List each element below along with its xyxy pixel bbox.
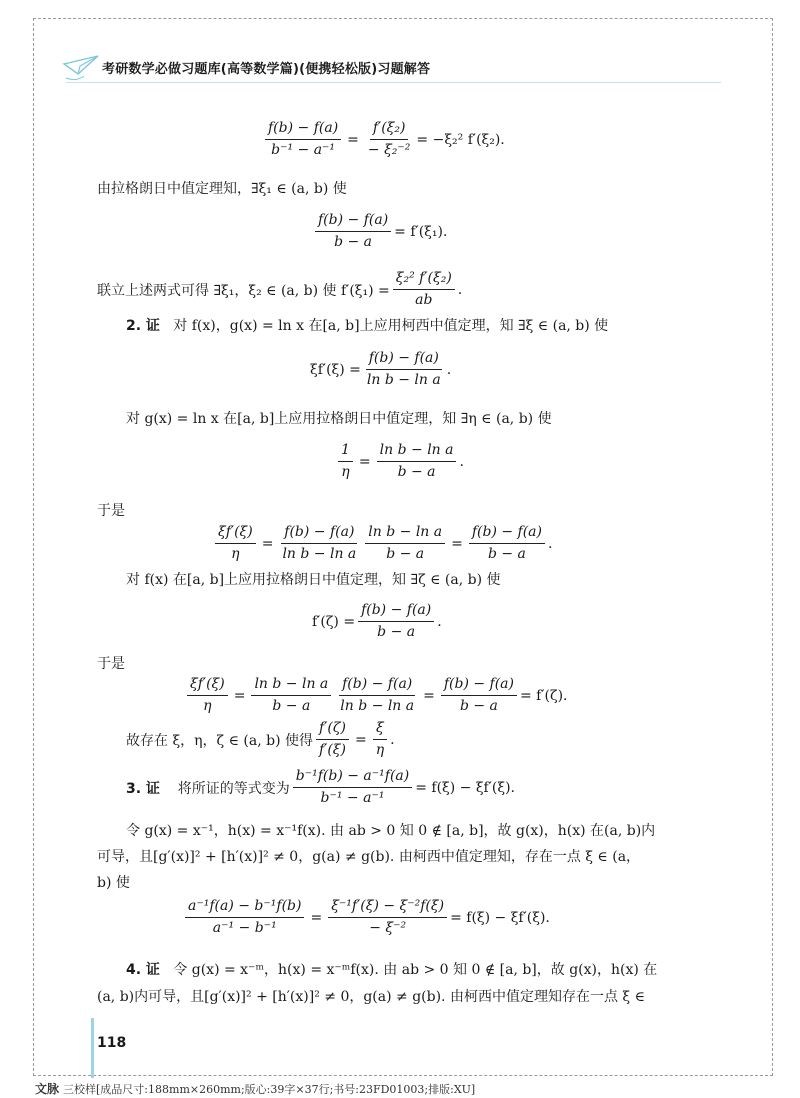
text-line: 可导，且[g′(x)]² + [h′(x)]² ≠ 0，g(a) ≠ g(b). 由柯西中值定理知，存在一点 ξ ∈ (a， [97,849,641,865]
equation-5: $\frac{1}{\eta}$ = $\frac{\text{ln b − ln a}}{b - a}$ . [335,442,464,481]
text-line: 于是 [97,656,125,672]
header-rule [66,82,721,83]
page-number: 118 [97,1035,127,1051]
proof-3-line: 3. 证 将所证的等式变为 $\frac{\text{b⁻¹f(b) − a⁻¹f(a)}}{\text{b⁻¹ − a⁻¹}}$ = f(ξ) − ξf′(ξ). [126,768,516,806]
text-line: 对 f(x) 在[a, b]上应用拉格朗日中值定理，知 ∃ζ ∈ (a, b) 使 [126,572,501,588]
equation-7: f′(ζ) = $\frac{f(b) - f(a)}{b - a}$ . [312,602,442,640]
text-line: 于是 [97,503,125,519]
text-line: 对 g(x) = ln x 在[a, b]上应用拉格朗日中值定理，知 ∃η ∈ (a, b) 使 [126,411,552,427]
footer [35,1080,475,1097]
equation-4: ξf′(ξ) = $\frac{f(b) - f(a)}{\text{ln b − ln a}}$ . [310,350,452,388]
equation-8: $\frac{\xi f'(\xi)}{\eta}$ = $\frac{\text{ln b − ln a}}{b - a}$ $\frac{f(b) - f(a)}{\text{ln b − ln a}}$ = $\frac{f(b) - f(a)}{b - a}$ = f′(ζ). [184,676,568,715]
text-line: 由拉格朗日中值定理知，∃ξ₁ ∈ (a, b) 使 [97,181,347,197]
proof-2-line: 2. 证 对 f(x)，g(x) = ln x 在[a, b]上应用柯西中值定理，知 ∃ξ ∈ (a, b) 使 [126,318,609,334]
equation-9: 故存在 ξ，η，ζ ∈ (a, b) 使得 $\frac{f'(\zeta)}{f'(\xi)}$ = $\frac{\xi}{\eta}$ . [126,720,395,758]
running-header [62,52,430,82]
equation-3-line: 联立上述两式可得 ∃ξ₁，ξ₂ ∈ (a, b) 使 f′(ξ₁) = $\frac{\text{ξ₂² f′(ξ₂)}}{ab}$ . [97,270,463,308]
equation-2: $\frac{f(b) - f(a)}{b - a}$ = f′(ξ₁). [312,212,447,251]
footer-brand: 文脉 [35,1082,60,1096]
equation-11: $\frac{\text{a⁻¹f(a) − b⁻¹f(b)}}{\text{a⁻¹ − b⁻¹}}$ = $\frac{\text{ξ⁻¹f′(ξ) − ξ⁻²f(ξ)}}{\text{− ξ⁻²}}$ = f(ξ) − ξf′(ξ). [182,898,550,937]
equation-6: $\frac{\xi f'(\xi)}{\eta}$ = $\frac{f(b) - f(a)}{\text{ln b − ln a}}$ $\frac{\text{ln b − ln a}}{b - a}$ = $\frac{f(b) - f(a)}{b - a}$ . [212,524,552,563]
paper-plane-icon [62,52,102,82]
text-line: (a, b)内可导，且[g′(x)]² + [h′(x)]² ≠ 0，g(a) ≠ g(b). 由柯西中值定理知存在一点 ξ ∈ [97,989,645,1005]
text-line: b) 使 [97,875,130,891]
footer-text: 三校样[成品尺寸:188mm×260mm;版心:39字×37行;书号:23FD01003;排版:XU] [63,1083,476,1096]
proof-4-line: 4. 证 令 g(x) = x⁻ᵐ，h(x) = x⁻ᵐf(x). 由 ab > 0 知 0 ∉ [a, b]，故 g(x)，h(x) 在 [126,962,658,978]
header-title: 考研数学必做习题库(高等数学篇)(便携轻松版)习题解答 [102,61,431,77]
equation-1: $\frac{f(b) - f(a)}{\text{b⁻¹ − a⁻¹}}$ = $\frac{\text{f′(ξ₂)}}{\text{− ξ₂⁻²}}$ = −ξ₂² f′(ξ₂). [262,120,505,159]
page-number-bar [91,1018,94,1078]
text-line: 令 g(x) = x⁻¹，h(x) = x⁻¹f(x). 由 ab > 0 知 0 ∉ [a, b]，故 g(x)，h(x) 在(a, b)内 [126,823,656,839]
